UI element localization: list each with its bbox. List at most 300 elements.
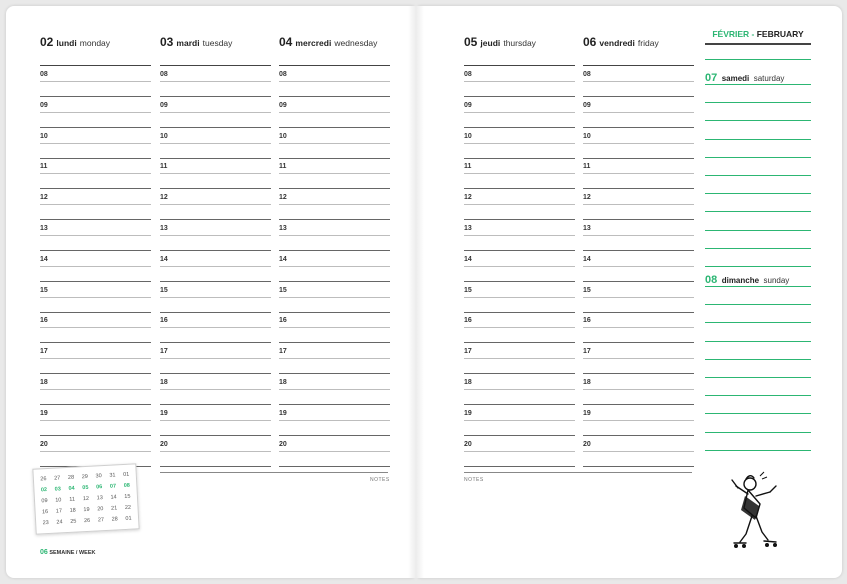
half-hour-rule (279, 297, 390, 298)
mini-calendar-day: 19 (83, 506, 90, 513)
half-hour-rule (464, 112, 575, 113)
hour-label: 20 (160, 440, 168, 448)
weekend-note-line[interactable] (705, 413, 811, 414)
time-slot[interactable] (40, 282, 151, 313)
hour-label: 10 (583, 132, 591, 140)
day-column-tuesday (160, 35, 271, 466)
mini-calendar-day: 16 (41, 508, 49, 515)
half-hour-rule (40, 420, 151, 421)
half-hour-rule (40, 112, 151, 113)
time-slot[interactable] (279, 312, 390, 343)
week-text: SEMAINE / WEEK (49, 550, 96, 556)
time-slot[interactable] (583, 189, 694, 220)
hour-label: 16 (40, 317, 48, 325)
half-hour-rule (160, 420, 271, 421)
hour-label: 10 (464, 132, 472, 140)
day-number: 04 (279, 35, 293, 49)
mini-calendar-day: 04 (68, 485, 75, 492)
time-slot[interactable] (160, 436, 271, 467)
mini-calendar-day: 27 (97, 516, 105, 523)
weekend-note-line[interactable] (705, 120, 811, 121)
day-name-french: jeudi (480, 38, 501, 48)
day-number: 07 (705, 72, 718, 84)
hour-rule (464, 466, 575, 467)
hour-label: 11 (279, 163, 287, 171)
half-hour-rule (160, 327, 271, 328)
day-name-english: friday (637, 38, 659, 48)
half-hour-rule (464, 420, 575, 421)
time-slot[interactable] (279, 158, 390, 189)
half-hour-rule (464, 266, 575, 267)
hour-label: 11 (583, 163, 591, 171)
time-slot[interactable] (464, 189, 575, 220)
time-slot[interactable] (583, 66, 694, 97)
mini-calendar-day: 14 (110, 493, 117, 501)
mini-calendar-day: 03 (54, 485, 61, 493)
day-number: 06 (583, 35, 597, 49)
time-slot[interactable] (583, 158, 694, 189)
time-slot[interactable] (160, 312, 271, 343)
time-slot[interactable] (583, 220, 694, 251)
mini-calendar-day: 25 (70, 518, 77, 525)
mini-calendar-day: 06 (95, 483, 103, 490)
weekend-note-line[interactable] (705, 84, 811, 85)
time-slot[interactable] (279, 189, 390, 220)
half-hour-rule (40, 327, 151, 328)
half-hour-rule (583, 389, 694, 390)
half-hour-rule (160, 389, 271, 390)
time-slot[interactable] (464, 97, 575, 128)
time-slot[interactable] (583, 405, 694, 436)
mini-calendar-day: 27 (53, 474, 61, 482)
hour-label: 19 (583, 409, 591, 417)
hour-label: 13 (279, 224, 287, 232)
time-slot[interactable] (40, 436, 151, 467)
time-slot[interactable] (279, 282, 390, 313)
hour-label: 20 (40, 440, 48, 448)
half-hour-rule (279, 389, 390, 390)
hour-label: 10 (279, 132, 287, 140)
weekend-note-line[interactable] (705, 450, 811, 451)
time-slot[interactable] (160, 220, 271, 251)
weekend-note-line[interactable] (705, 139, 811, 140)
hour-label: 19 (279, 409, 287, 417)
half-hour-rule (160, 297, 271, 298)
half-hour-rule (583, 266, 694, 267)
time-slot[interactable] (464, 251, 575, 282)
mini-calendar-day: 28 (67, 474, 75, 481)
time-slot[interactable] (40, 158, 151, 189)
hour-label: 16 (160, 317, 168, 325)
time-slot[interactable] (40, 128, 151, 159)
hour-label: 17 (160, 348, 168, 356)
hour-label: 17 (464, 348, 472, 356)
time-slot[interactable] (583, 436, 694, 467)
time-slot[interactable] (160, 189, 271, 220)
day-name-english: thursday (503, 38, 536, 48)
hour-rule (583, 466, 694, 467)
hour-label: 09 (40, 101, 48, 109)
mini-calendar (32, 463, 139, 534)
time-slot[interactable] (40, 312, 151, 343)
day-name-french: mardi (176, 38, 200, 48)
hour-label: 13 (40, 224, 48, 232)
weekend-note-line[interactable] (705, 175, 811, 176)
hour-label: 12 (583, 194, 591, 202)
time-slot[interactable] (464, 128, 575, 159)
hour-label: 11 (160, 163, 168, 171)
half-hour-rule (40, 297, 151, 298)
mini-calendar-day: 01 (125, 515, 132, 522)
weekend-note-line[interactable] (705, 359, 811, 360)
hour-label: 16 (583, 317, 591, 325)
weekend-note-line[interactable] (705, 248, 811, 249)
mini-calendar-day: 29 (81, 473, 89, 480)
weekend-note-line[interactable] (705, 157, 811, 158)
half-hour-rule (279, 235, 390, 236)
half-hour-rule (279, 112, 390, 113)
weekend-note-line[interactable] (705, 377, 811, 378)
notes-label-right: NOTES (464, 477, 484, 483)
hour-label: 18 (160, 378, 168, 386)
time-slot[interactable] (40, 189, 151, 220)
time-slot[interactable] (279, 405, 390, 436)
month-rule (705, 43, 811, 45)
day-name-french: vendredi (599, 38, 635, 48)
time-slot[interactable] (40, 343, 151, 374)
weekend-note-line[interactable] (705, 304, 811, 305)
hour-label: 20 (279, 440, 287, 448)
time-slot[interactable] (583, 97, 694, 128)
day-name-english: monday (79, 38, 111, 48)
half-hour-rule (583, 143, 694, 144)
notes-line-left (160, 472, 388, 473)
hour-label: 15 (160, 286, 168, 294)
hour-label: 15 (583, 286, 591, 294)
time-slot[interactable] (279, 66, 390, 97)
half-hour-rule (40, 235, 151, 236)
time-slot[interactable] (40, 251, 151, 282)
half-hour-rule (464, 358, 575, 359)
half-hour-rule (40, 358, 151, 359)
time-slot[interactable] (464, 158, 575, 189)
month-header (705, 29, 811, 39)
time-slot[interactable] (583, 312, 694, 343)
hour-label: 18 (40, 378, 48, 386)
time-slot[interactable] (464, 405, 575, 436)
hour-label: 14 (40, 255, 48, 263)
half-hour-rule (160, 451, 271, 452)
half-hour-rule (160, 173, 271, 174)
time-slot[interactable] (160, 282, 271, 313)
month-french: FÉVRIER (712, 29, 750, 39)
half-hour-rule (160, 81, 271, 82)
half-hour-rule (40, 143, 151, 144)
half-hour-rule (160, 235, 271, 236)
time-slot[interactable] (40, 97, 151, 128)
half-hour-rule (279, 204, 390, 205)
time-slot[interactable] (160, 405, 271, 436)
time-slot[interactable] (583, 282, 694, 313)
half-hour-rule (40, 389, 151, 390)
half-hour-rule (279, 81, 390, 82)
hour-label: 15 (40, 286, 48, 294)
notes-label-left: NOTES (370, 477, 390, 483)
weekend-note-line[interactable] (705, 211, 811, 212)
time-slot[interactable] (279, 220, 390, 251)
half-hour-rule (40, 173, 151, 174)
weekend-note-line[interactable] (705, 230, 811, 231)
half-hour-rule (464, 81, 575, 82)
mini-calendar-day: 26 (83, 517, 91, 524)
half-hour-rule (464, 451, 575, 452)
day-column-monday (40, 35, 151, 466)
notes-line-right (464, 472, 692, 473)
hour-label: 12 (279, 194, 287, 202)
time-slot[interactable] (583, 343, 694, 374)
weekend-note-line[interactable] (705, 59, 811, 60)
mini-calendar-day: 09 (41, 497, 48, 504)
hour-label: 08 (40, 71, 48, 78)
time-slot[interactable] (464, 374, 575, 405)
hour-label: 20 (464, 440, 472, 448)
hour-label: 13 (464, 224, 472, 232)
mini-calendar-day: 15 (124, 493, 131, 500)
day-number: 05 (464, 35, 478, 49)
hour-rule (279, 466, 390, 467)
hour-label: 15 (464, 286, 472, 294)
mini-calendar-day: 17 (55, 507, 63, 515)
half-hour-rule (583, 420, 694, 421)
weekend-note-line[interactable] (705, 286, 811, 287)
weekend-note-line[interactable] (705, 395, 811, 396)
hour-label: 09 (583, 101, 591, 109)
hour-label: 18 (279, 378, 287, 386)
hour-label: 19 (160, 409, 168, 417)
mini-calendar-day: 26 (40, 475, 47, 482)
half-hour-rule (279, 451, 390, 452)
half-hour-rule (583, 173, 694, 174)
half-hour-rule (583, 235, 694, 236)
mini-calendar-day: 05 (82, 484, 89, 491)
hour-label: 18 (464, 378, 472, 386)
day-header (160, 35, 271, 55)
day-column-wednesday (279, 35, 390, 466)
half-hour-rule (464, 173, 575, 174)
half-hour-rule (40, 451, 151, 452)
hour-label: 13 (583, 224, 591, 232)
hour-label: 12 (160, 194, 168, 202)
mini-calendar-day: 20 (97, 505, 104, 512)
day-number: 08 (705, 274, 718, 286)
hour-label: 09 (160, 101, 168, 109)
day-column-friday (583, 35, 694, 466)
half-hour-rule (40, 266, 151, 267)
hour-label: 18 (583, 378, 591, 386)
hour-label: 17 (40, 348, 48, 356)
hour-label: 17 (279, 348, 287, 356)
half-hour-rule (583, 297, 694, 298)
half-hour-rule (279, 143, 390, 144)
mini-calendar-day: 01 (123, 471, 130, 478)
book-gutter (408, 6, 424, 578)
time-slot[interactable] (464, 282, 575, 313)
half-hour-rule (583, 112, 694, 113)
mini-calendar-day: 28 (111, 515, 118, 523)
half-hour-rule (464, 204, 575, 205)
half-hour-rule (279, 266, 390, 267)
day-name-english: tuesday (202, 38, 233, 48)
time-slot[interactable] (464, 220, 575, 251)
time-slot[interactable] (40, 405, 151, 436)
hour-label: 16 (464, 317, 472, 325)
half-hour-rule (464, 327, 575, 328)
half-hour-rule (279, 358, 390, 359)
month-english: FEBRUARY (756, 29, 804, 39)
half-hour-rule (279, 327, 390, 328)
time-slot[interactable] (279, 343, 390, 374)
hour-label: 09 (279, 101, 287, 109)
half-hour-rule (464, 235, 575, 236)
hour-label: 16 (279, 317, 287, 325)
day-number: 02 (40, 35, 54, 49)
half-hour-rule (464, 389, 575, 390)
hour-rule (160, 466, 271, 467)
mini-calendar-day: 08 (123, 482, 131, 489)
day-header (464, 35, 575, 55)
day-name-french: mercredi (295, 38, 332, 48)
day-name-french: lundi (56, 38, 77, 48)
half-hour-rule (40, 81, 151, 82)
hour-label: 15 (279, 286, 287, 294)
half-hour-rule (160, 204, 271, 205)
hour-label: 13 (160, 224, 168, 232)
hour-label: 19 (40, 409, 48, 417)
time-slot[interactable] (279, 436, 390, 467)
week-label (40, 549, 95, 556)
half-hour-rule (583, 204, 694, 205)
hour-label: 11 (464, 163, 472, 171)
day-header (40, 35, 151, 55)
time-slot[interactable] (464, 436, 575, 467)
half-hour-rule (464, 297, 575, 298)
hour-label: 10 (160, 132, 168, 140)
mini-calendar-day: 21 (110, 504, 118, 512)
time-slot[interactable] (160, 343, 271, 374)
hour-label: 10 (40, 132, 48, 140)
time-slot[interactable] (160, 374, 271, 405)
day-name-english: wednesday (334, 38, 378, 48)
hour-label: 08 (279, 71, 287, 78)
half-hour-rule (40, 204, 151, 205)
day-number: 03 (160, 35, 174, 49)
hour-label: 09 (464, 101, 472, 109)
hour-label: 14 (583, 255, 591, 263)
hour-label: 08 (160, 71, 168, 78)
day-name-french: dimanche (721, 276, 760, 285)
weekend-note-line[interactable] (705, 193, 811, 194)
hour-label: 08 (464, 71, 472, 78)
half-hour-rule (279, 173, 390, 174)
mini-calendar-day: 13 (96, 494, 103, 501)
half-hour-rule (160, 112, 271, 113)
weekend-note-line[interactable] (705, 266, 811, 267)
day-name-english: saturday (753, 74, 785, 83)
hour-label: 19 (464, 409, 472, 417)
skating-character-illustration (726, 470, 786, 550)
time-slot[interactable] (464, 66, 575, 97)
time-slot[interactable] (464, 343, 575, 374)
time-slot[interactable] (583, 251, 694, 282)
time-slot[interactable] (160, 97, 271, 128)
month-separator: - (749, 29, 757, 39)
half-hour-rule (279, 420, 390, 421)
time-slot[interactable] (279, 97, 390, 128)
mini-calendar-day: 11 (69, 496, 76, 503)
hour-label: 14 (464, 255, 472, 263)
hour-label: 12 (40, 194, 48, 202)
day-name-french: samedi (721, 74, 750, 83)
time-slot[interactable] (160, 251, 271, 282)
hour-label: 14 (279, 255, 287, 263)
mini-calendar-day: 02 (40, 486, 48, 493)
mini-calendar-day: 22 (124, 504, 132, 511)
day-header (583, 35, 694, 55)
mini-calendar-day: 07 (109, 482, 117, 490)
time-slot[interactable] (40, 220, 151, 251)
mini-calendar-day: 10 (55, 496, 62, 504)
mini-calendar-day: 31 (109, 471, 116, 479)
mini-calendar-day: 12 (82, 495, 90, 502)
time-slot[interactable] (279, 251, 390, 282)
hour-label: 08 (583, 71, 591, 78)
day-name-english: sunday (763, 276, 790, 285)
hour-label: 11 (40, 163, 48, 171)
time-slot[interactable] (160, 128, 271, 159)
weekend-note-line[interactable] (705, 102, 811, 103)
half-hour-rule (583, 81, 694, 82)
mini-calendar-day: 18 (69, 507, 76, 514)
half-hour-rule (583, 358, 694, 359)
day-column-thursday (464, 35, 575, 466)
day-header (279, 35, 390, 55)
week-number: 06 (40, 549, 48, 556)
weekend-note-line[interactable] (705, 322, 811, 323)
time-slot[interactable] (583, 128, 694, 159)
time-slot[interactable] (40, 66, 151, 97)
time-slot[interactable] (160, 66, 271, 97)
time-slot[interactable] (279, 374, 390, 405)
half-hour-rule (160, 143, 271, 144)
time-slot[interactable] (279, 128, 390, 159)
half-hour-rule (583, 327, 694, 328)
time-slot[interactable] (160, 158, 271, 189)
half-hour-rule (583, 451, 694, 452)
hour-label: 20 (583, 440, 591, 448)
hour-label: 17 (583, 348, 591, 356)
hour-label: 12 (464, 194, 472, 202)
weekend-note-line[interactable] (705, 432, 811, 433)
time-slot[interactable] (464, 312, 575, 343)
time-slot[interactable] (40, 374, 151, 405)
hour-label: 14 (160, 255, 168, 263)
mini-calendar-day: 23 (42, 519, 49, 526)
weekend-note-line[interactable] (705, 341, 811, 342)
mini-calendar-day: 30 (95, 472, 102, 479)
time-slot[interactable] (583, 374, 694, 405)
mini-calendar-day: 24 (56, 518, 63, 526)
half-hour-rule (160, 358, 271, 359)
